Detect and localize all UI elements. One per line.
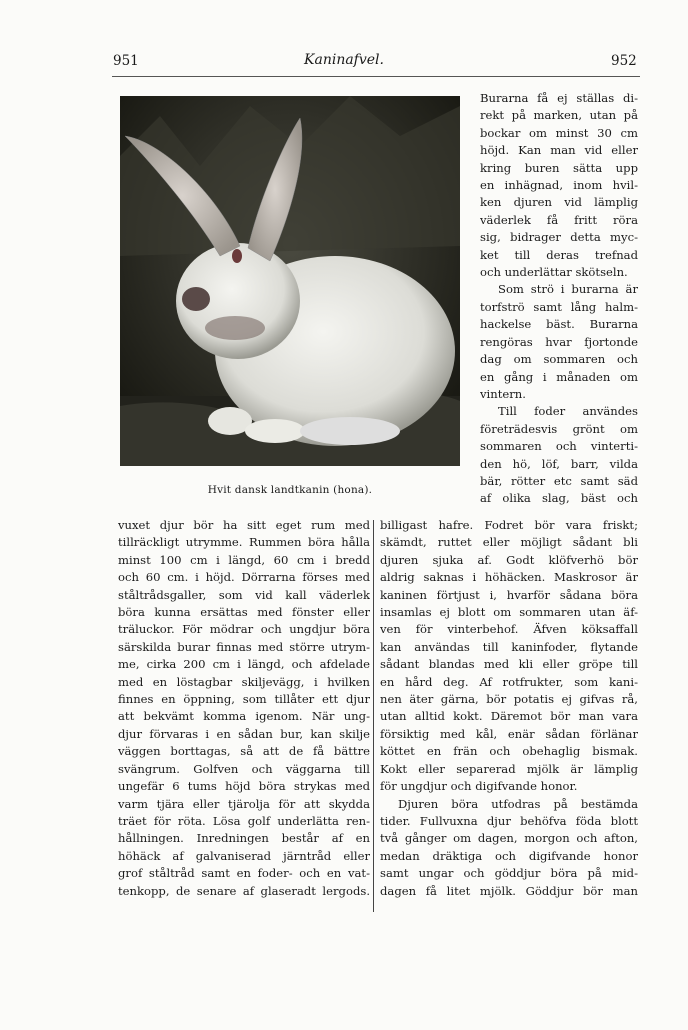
- text-line: Burarna få ej ställas di-: [480, 91, 638, 105]
- rabbit-illustration: [120, 96, 460, 466]
- text-line: dagen få litet mjölk. Göddjur bör man: [380, 883, 638, 898]
- text-line: med en löstagbar skiljevägg, i hvilken: [118, 674, 370, 689]
- text-line: köttet en frän och obehaglig bismak.: [380, 744, 638, 759]
- text-column-right-top: [480, 90, 638, 508]
- page-number-right: 952: [611, 53, 637, 69]
- text-line: dag om sommaren och: [480, 352, 638, 367]
- text-line: Som strö i burarna är: [498, 282, 638, 297]
- text-line: väderlek få fritt röra: [480, 212, 638, 227]
- text-line: af olika slag, bäst och: [480, 491, 638, 506]
- text-line: sig, bidrager detta myc-: [480, 230, 638, 245]
- text-line: tider. Fullvuxna djur behöfva föda blott: [380, 813, 638, 828]
- running-head: Kaninafvel.: [304, 52, 384, 68]
- text-line: varm tjära eller tjärolja för att skydda: [118, 796, 370, 811]
- text-line: djuren sjuka af. Godt klöfverhö bör: [380, 552, 638, 567]
- text-line: för ungdjur och digifvande honor.: [380, 779, 578, 794]
- text-line: rekt på marken, utan på: [480, 108, 638, 123]
- text-line: skämdt, ruttet eller möjligt sådant bli: [380, 535, 638, 550]
- text-line: hållningen. Inredningen består af en: [118, 831, 370, 846]
- text-line: en gång i månaden om: [480, 369, 638, 384]
- text-line: rengöras hvar fjortonde: [480, 334, 638, 349]
- text-line: vuxet djur bör ha sitt eget rum med: [118, 518, 370, 532]
- text-line: sådant blandas med kli eller gröpe till: [380, 657, 638, 672]
- text-line: träluckor. För mödrar och ungdjur böra: [118, 622, 370, 637]
- text-line: träet för röta. Lösa golf underlätta ren-: [118, 813, 370, 828]
- text-line: finnes en öppning, som tillåter ett djur: [118, 692, 370, 707]
- text-line: tillräckligt utrymme. Rummen böra hålla: [118, 535, 370, 550]
- text-line: höhäck af galvaniserad järntråd eller: [118, 848, 370, 863]
- text-line: en hård deg. Af rotfrukter, som kani-: [380, 674, 638, 689]
- text-line: grof ståltråd samt en foder- och en vat-: [118, 866, 370, 881]
- column-divider: [373, 520, 374, 912]
- text-line: samt ungar och göddjur böra på mid-: [380, 866, 638, 881]
- text-column-right-bottom: [380, 517, 638, 900]
- text-line: företrädesvis grönt om: [480, 421, 638, 436]
- text-line: ket till deras trefnad: [480, 247, 638, 262]
- text-line: ungefär 6 tums höjd böra strykas med: [118, 779, 370, 794]
- text-line: torfströ samt lång halm-: [480, 299, 638, 314]
- text-line: medan dräktiga och digifvande honor: [380, 848, 638, 863]
- text-line: kring buren sätta upp: [480, 160, 638, 175]
- text-line: ven för vinterbehof. Äfven köksaffall: [380, 622, 638, 637]
- text-line: ken djuren vid lämplig: [480, 195, 638, 210]
- text-line: en inhägnad, inom hvil-: [480, 178, 638, 193]
- text-line: höjd. Kan man vid eller: [480, 143, 638, 158]
- text-line: och underlättar skötseln.: [480, 265, 628, 280]
- text-line: böra kunna ersättas med fönster eller: [118, 605, 370, 620]
- text-line: billigast hafre. Fodret bör vara friskt;: [380, 518, 638, 532]
- text-line: Djuren böra utfodras på bestämda: [398, 796, 638, 811]
- text-line: två gånger om dagen, morgon och afton,: [380, 831, 638, 846]
- text-line: Kokt eller separerad mjölk är lämplig: [380, 761, 638, 776]
- text-line: bockar om minst 30 cm: [480, 125, 638, 140]
- text-line: försiktig med kål, enär sådan förlänar: [380, 726, 638, 741]
- text-line: väggen borttagas, så att de få bättre: [118, 744, 370, 759]
- figure-caption: Hvit dansk landtkanin (hona).: [207, 484, 373, 496]
- text-line: Till foder användes: [498, 404, 638, 419]
- text-line: me, cirka 200 cm i längd, och afdelade: [118, 657, 370, 672]
- text-line: hackelse bäst. Burarna: [480, 317, 638, 332]
- text-line: att bekvämt komma igenom. När ung-: [118, 709, 370, 724]
- text-line: kan användas till kaninfoder, flytande: [380, 639, 638, 654]
- text-line: djur förvaras i en sådan bur, kan skilje: [118, 726, 370, 741]
- text-line: minst 100 cm i längd, 60 cm i bredd: [118, 552, 370, 567]
- rabbit-photo: [120, 96, 460, 466]
- text-line: aldrig saknas i höhäcken. Maskrosor är: [380, 570, 638, 585]
- text-line: kaninen förtjust i, hvarför sådana böra: [380, 587, 638, 602]
- text-line: särskilda burar finnas med större utrym-: [118, 639, 370, 654]
- text-line: tenkopp, de senare af glaseradt lergods.: [118, 883, 370, 898]
- text-line: utan alltid kokt. Däremot bör man vara: [380, 709, 638, 724]
- text-line: vintern.: [480, 386, 526, 401]
- text-line: nen äter gärna, bör potatis ej gifvas rå,: [380, 692, 638, 707]
- text-line: och 60 cm. i höjd. Dörrarna förses med: [118, 570, 370, 585]
- header-rule: [112, 76, 640, 77]
- text-line: bär, rötter etc samt säd: [480, 473, 638, 488]
- text-line: insamlas ej blott om sommaren utan äf-: [380, 605, 638, 620]
- page-number-left: 951: [113, 53, 139, 69]
- text-line: sommaren och vinterti-: [480, 439, 638, 454]
- text-line: ståltrådsgaller, som vid kall väderlek: [118, 587, 370, 602]
- text-column-left: [118, 517, 370, 900]
- text-line: svängrum. Golfven och väggarna till: [118, 761, 370, 776]
- text-line: den hö, löf, barr, vilda: [480, 456, 638, 471]
